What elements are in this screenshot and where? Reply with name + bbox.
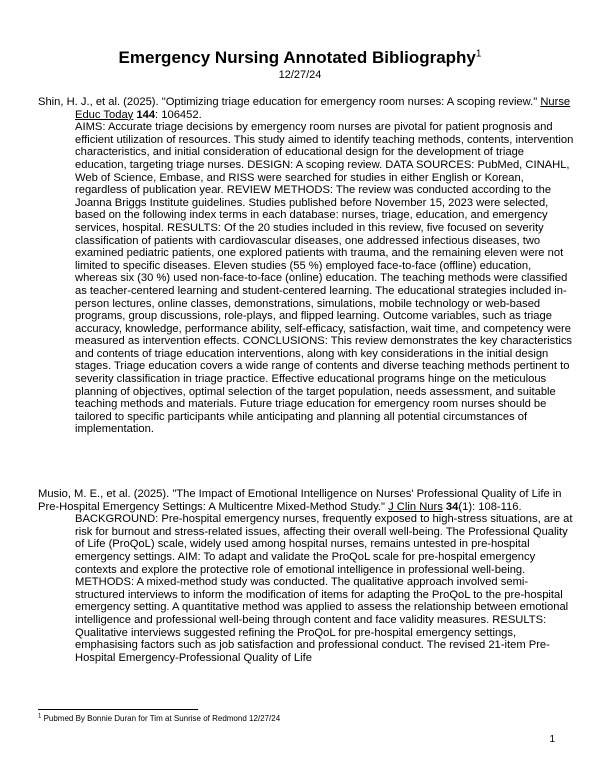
footnote-mark: 1 — [38, 713, 42, 720]
title-text: Emergency Nursing Annotated Bibliography — [118, 48, 476, 67]
citation-volume: 144 — [136, 108, 156, 121]
abstract-text: BACKGROUND: Pre-hospital emergency nurses, frequently exposed to high-stress situations, are at risk for burnout and stress-related issues, affecting their overall well-being. The Professional Quality of Life (ProQoL) scale, widely used among hospital nurses, remains untested in pre-hospital emergency settings. AIM: To adapt and validate the ProQoL scale for pre-hospital emergency contexts and explore the protective role of emotional intelligence in professional well-being. METHODS: A mixed-method study was conducted. The qualitative approach involved semi-structured interviews to inform the modification of items for adapting the ProQoL to the pre-hospital emergency setting. A quantitative method was applied to assess the relationship between emotional intelligence and professional well-being through content and face validity measures. RESULTS: Qualitative interviews suggested refining the ProQoL for pre-hospital emergency settings, emphasising factors such as job satisfaction and professional conduct. The revised 21-item Pre-Hospital Emergency-Professional Quality of Life — [75, 513, 573, 664]
citation-volume: 34 — [445, 500, 459, 513]
bibliography-entry — [38, 488, 574, 685]
citation-pages: : 106452. — [155, 108, 202, 121]
abstract-text: AIMS: Accurate triage decisions by emergency room nurses are pivotal for patient prognosis and efficient utilization of resources. This study aimed to identify teaching methods, contents, intervention characteristics, and initial consideration of educational design for the development of triage education, targeting triage nurses. DESIGN: A scoping review. DATA SOURCES: PubMed, CINAHL, Web of Science, Embase, and RISS were searched for studies in either English or Korean, regardless of publication year. REVIEW METHODS: The review was conducted according to the Joanna Briggs Institute guidelines. Studies published before November 15, 2023 were selected, based on the following index terms in each database: nurses, triage, education, and emergency services, hospital. RESULTS: Of the 20 studies included in this review, five focused on severity classification of patients with cardiovascular diseases, one addressed infectious diseases, two examined pediatric patients, one explored patients with trauma, and the remaining eleven were not limited to specific diseases. Eleven studies (55 %) employed face-to-face (offline) education, whereas six (30 %) used non-face-to-face (online) education. The teaching methods were classified as teacher-centered learning and student-centered learning. The educational strategies included in-person lectures, online classes, demonstrations, simulations, mobile technology or web-based programs, group discussions, role-plays, and flipped learning. Outcome variables, such as triage accuracy, knowledge, performance ability, self-efficacy, satisfaction, wait time, and competency were measured as intervention effects. CONCLUSIONS: This review demonstrates the key characteristics and contents of triage education interventions, along with key considerations in the initial design stages. Triage education covers a wide range of contents and diverse teaching methods pertinent to severity classification in triage practice. Effective educational programs hinge on the meticulous planning of objectives, optimal selection of the target population, needs assessment, and suitable teaching methods and materials. Future triage education for emergency room nurses should be tailored to specific participants while anticipating and planning all potential circumstances of implementation. — [75, 121, 574, 436]
footnote-divider — [38, 709, 198, 710]
bibliography-entry — [38, 96, 574, 436]
citation-journal-link[interactable]: J Clin Nurs — [388, 500, 443, 513]
citation-journal-link[interactable]: Nurse Educ Today — [75, 96, 571, 121]
citation-pages: (1): 108-116. — [458, 500, 522, 513]
document-date: 12/27/24 — [278, 69, 322, 81]
citation — [38, 96, 574, 121]
document-title — [0, 48, 600, 68]
footnote — [38, 714, 280, 724]
citation — [38, 488, 574, 513]
page-number: 1 — [549, 734, 555, 745]
citation-authors: Shin, H. J., et al. (2025). — [38, 96, 162, 108]
footnote-text: Pubmed By Bonnie Duran for Tim at Sunrise of Redmond 12/27/24 — [41, 714, 281, 723]
citation-article-title: "Optimizing triage education for emergency room nurses: A scoping review." — [161, 96, 538, 108]
citation-article-title: "The Impact of Emotional Intelligence on Nurses' Professional Quality of Life in Pre-Hospital Emergency Settings: A Multicentre Mixed-Method Study." — [38, 488, 562, 513]
citation-authors: Musio, M. E., et al. (2025). — [38, 488, 173, 500]
title-footnote-mark[interactable]: 1 — [475, 48, 482, 60]
